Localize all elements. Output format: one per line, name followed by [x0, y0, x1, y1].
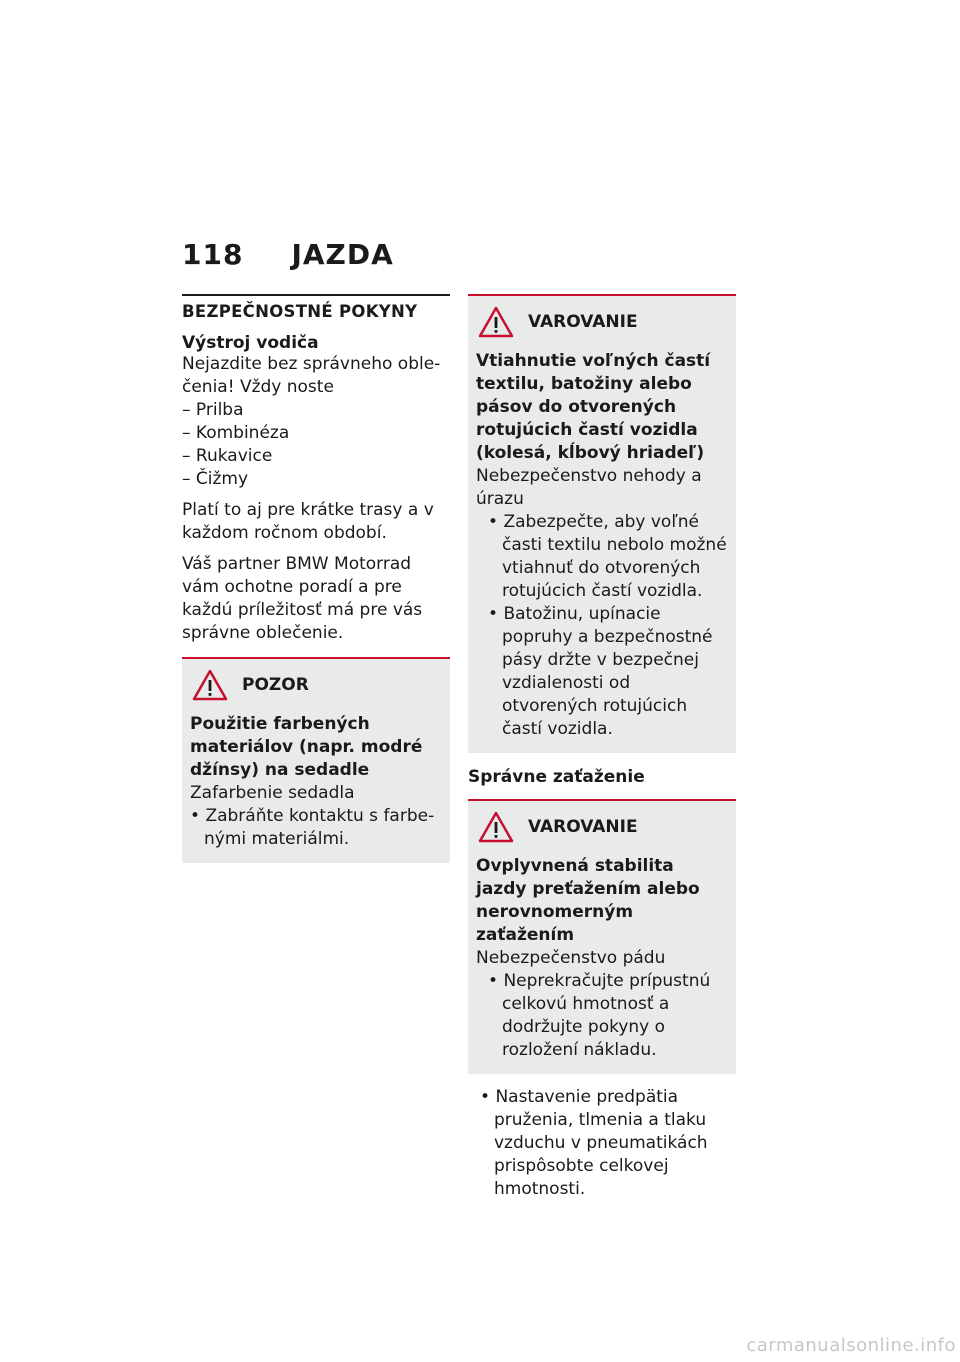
warning-consequence-1: Nebezpečenstvo nehody a úrazu: [476, 466, 702, 509]
section-title: BEZPEČNOSTNÉ POKYNY: [182, 302, 418, 321]
list-item: • Neprekračujte prípustnú celkovú hmotnosť a dodržujte pokyny o rozložení nákladu.: [476, 970, 728, 1062]
subtitle-load: Správne zaťaženie: [468, 767, 645, 787]
warning-title-2: Ovplyvnená stabilita jazdy preťažením alebo nerovnomerným zaťažením: [476, 856, 700, 945]
warning-header-1: [476, 306, 728, 338]
warning-label-1: VAROVANIE: [528, 312, 638, 332]
list-item: • Nastavenie predpätia pruženia, tlmenia a tlaku vzduchu v pneumatikách prispôsobte celkovej hmotnosti.: [468, 1086, 736, 1201]
list-item: – Kombinéza: [182, 422, 450, 445]
warning-box-1: [468, 294, 736, 753]
warning-bullets-2: [476, 970, 728, 1062]
list-item: – Čižmy: [182, 468, 450, 491]
left-column: [182, 294, 450, 863]
page-number: 118: [182, 238, 244, 271]
paragraph-trips: Platí to aj pre krátke trasy a v každom ročnom období.: [182, 500, 434, 543]
list-item: • Zabezpečte, aby voľné časti textilu nebolo možné vtiahnuť do otvorených rotujúcich častí vozidla.: [476, 511, 728, 603]
warning-label-2: VAROVANIE: [528, 817, 638, 837]
caution-title: Použitie farbených materiálov (napr. modré džínsy) na sedadle: [190, 714, 423, 780]
list-item: – Rukavice: [182, 445, 450, 468]
warning-triangle-icon: [192, 669, 228, 701]
warning-header-2: [476, 811, 728, 843]
list-item: – Prilba: [182, 399, 450, 422]
caution-label: POZOR: [242, 675, 309, 695]
section-rule: [182, 294, 450, 296]
caution-bullets: [190, 805, 442, 851]
paragraph-partner: Váš partner BMW Motorrad vám ochotne poradí a pre každú príležitosť má pre vás správne oblečenie.: [182, 554, 423, 643]
page-header: [182, 238, 394, 271]
caution-box: [182, 657, 450, 863]
warning-title-1: Vtiahnutie voľných častí textilu, batožiny alebo pásov do otvorených rotujúcich častí vozidla (kolesá, kĺbový hriadeľ): [476, 351, 711, 463]
load-bullets: [468, 1086, 736, 1201]
subtitle-rider-gear: Výstroj vodiča: [182, 333, 319, 353]
intro-text: Nejazdite bez správneho oblečenia! Vždy noste: [182, 354, 441, 397]
warning-triangle-icon: [478, 306, 514, 338]
warning-box-2: [468, 799, 736, 1074]
warning-consequence-2: Nebezpečenstvo pádu: [476, 948, 666, 968]
right-column: [468, 294, 736, 1201]
chapter-title: JAZDA: [291, 238, 394, 271]
caution-consequence: Zafarbenie sedadla: [190, 783, 355, 803]
list-item: • Zabráňte kontaktu s farbenými materiálmi.: [190, 805, 442, 851]
warning-triangle-icon: [478, 811, 514, 843]
watermark: carmanualsonline.info: [746, 1335, 956, 1356]
gear-list: [182, 399, 450, 491]
list-item: • Batožinu, upínacie popruhy a bezpečnostné pásy držte v bezpečnej vzdialenosti od otvorených rotujúcich častí vozidla.: [476, 603, 728, 741]
warning-bullets-1: [476, 511, 728, 741]
caution-header: [190, 669, 442, 701]
